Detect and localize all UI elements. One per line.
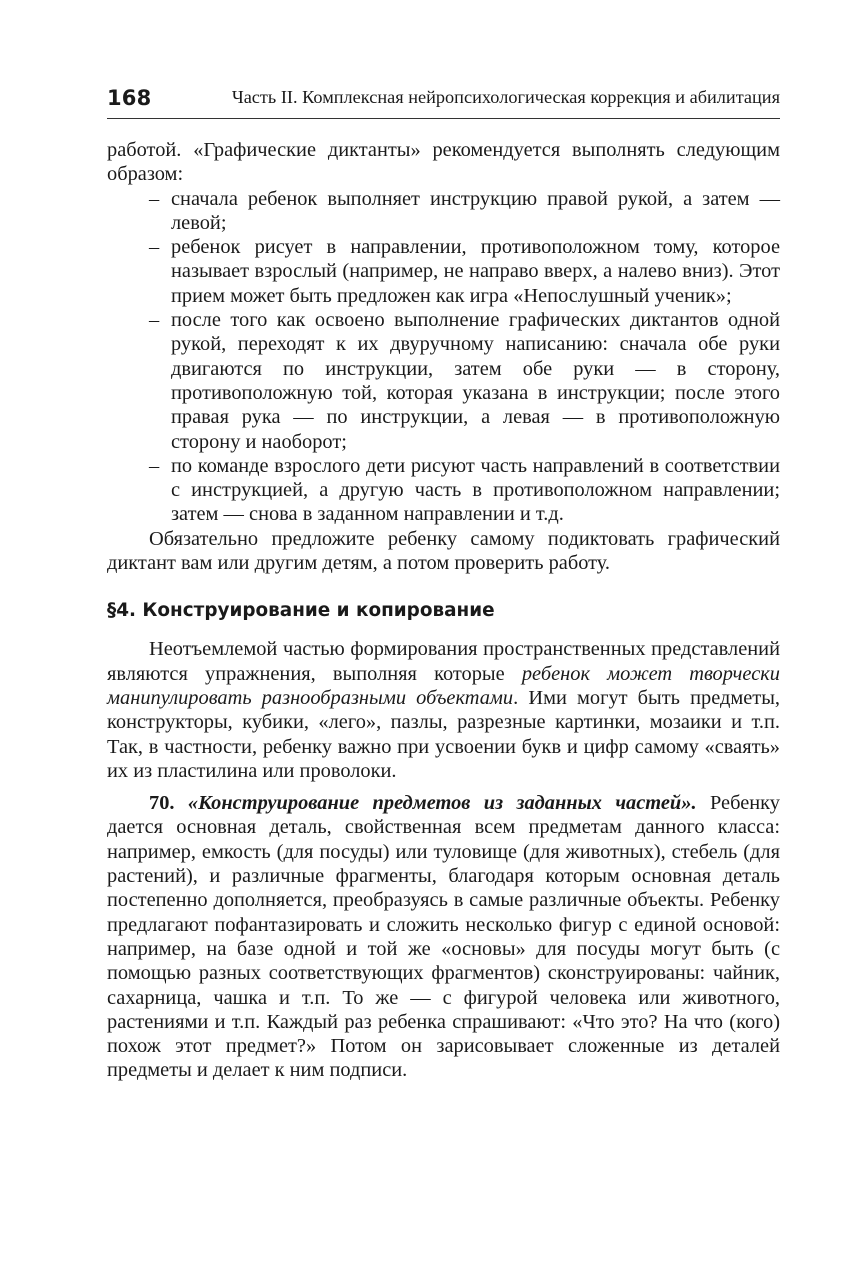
page-header (107, 84, 780, 119)
intro-paragraph: работой. «Графические диктанты» рекомендуется выполнять следующим образом: (107, 139, 780, 186)
page-body (107, 138, 780, 1083)
section-paragraph-end: . Ими могут быть предметы, конструкторы, кубики, «лего», пазлы, разрезные картинки, мозаики и т.п. Так, в частности, ребенку важно при усвоении букв и цифр самому «сваять» их из пластилина или проволоки. (107, 686, 781, 782)
dash-marker: – (149, 236, 160, 259)
list-item (107, 454, 780, 527)
dash-marker: – (149, 454, 160, 477)
list-item (107, 308, 780, 454)
section-paragraph-start: Неотъемлемой частью формирования пространственных представлений являются упражнения, выполняя которые (107, 638, 780, 685)
list-item (107, 235, 780, 308)
list-item-text: сначала ребенок выполняет инструкцию правой рукой, а затем — левой; (171, 187, 780, 234)
page-number: 168 (107, 86, 152, 110)
instruction-list (107, 187, 780, 527)
exercise-number: 70. (149, 792, 175, 815)
exercise-paragraph (107, 791, 780, 1083)
section-heading: §4. Конструирование и копирование (107, 600, 495, 622)
list-item (107, 187, 780, 236)
exercise-title: «Конструирование предметов из заданных частей». (187, 792, 697, 815)
dash-marker: – (149, 309, 160, 332)
section-paragraph-italic: ребенок может творчески манипулировать разнообразными объектами (107, 662, 780, 709)
closing-paragraph: Обязательно предложите ребенку самому подиктовать графический диктант вам или другим детям, а потом проверить работу. (107, 527, 780, 575)
exercise-text: Ребенку дается основная деталь, свойственная всем предметам данного класса: например, емкость (для посуды) или туловище (для животных), стебель (для растений), и различные фрагменты, благодаря которым основная деталь постепенно дополняется, преобразуясь в самые различные объекты. Ребенку предлагают пофантазировать и сложить несколько фигур с единой основой: например, на базе одной и той же «основы» для посуды могут быть (с помощью разных соответствующих фрагментов) сконструированы: чайник, сахарница, чашка и т.п. То же — с фигурой человека или животного, растениями и т.п. Каждый раз ребенка спрашивают: «Что это? На что (кого) похож этот предмет?» Потом он зарисовывает сложенные из деталей предметы и делает к ним подписи. (107, 792, 780, 1082)
dash-marker: – (149, 187, 160, 210)
list-item-text: по команде взрослого дети рисуют часть направлений в соответствии с инструкцией, а другую часть в противоположном направлении; затем — снова в заданном направлении и т.д. (171, 454, 780, 526)
list-item-text: после того как освоено выполнение графических диктантов одной рукой, переходят к их двуручному написанию: сначала обе руки двигаются по инструкции, затем обе руки — в сторону, противоположную той, которая указана в инструкции; после этого правая рука — по инструкции, а левая — в противоположную сторону и наоборот; (171, 309, 780, 453)
section-paragraph (107, 637, 780, 783)
running-head: Часть II. Комплексная нейропсихологическая коррекция и абилитация (231, 87, 780, 107)
list-item-text: ребенок рисует в направлении, противоположном тому, которое называет взрослый (например, не направо вверх, а налево вниз). Этот прием может быть предложен как игра «Непослушный ученик»; (171, 236, 780, 307)
